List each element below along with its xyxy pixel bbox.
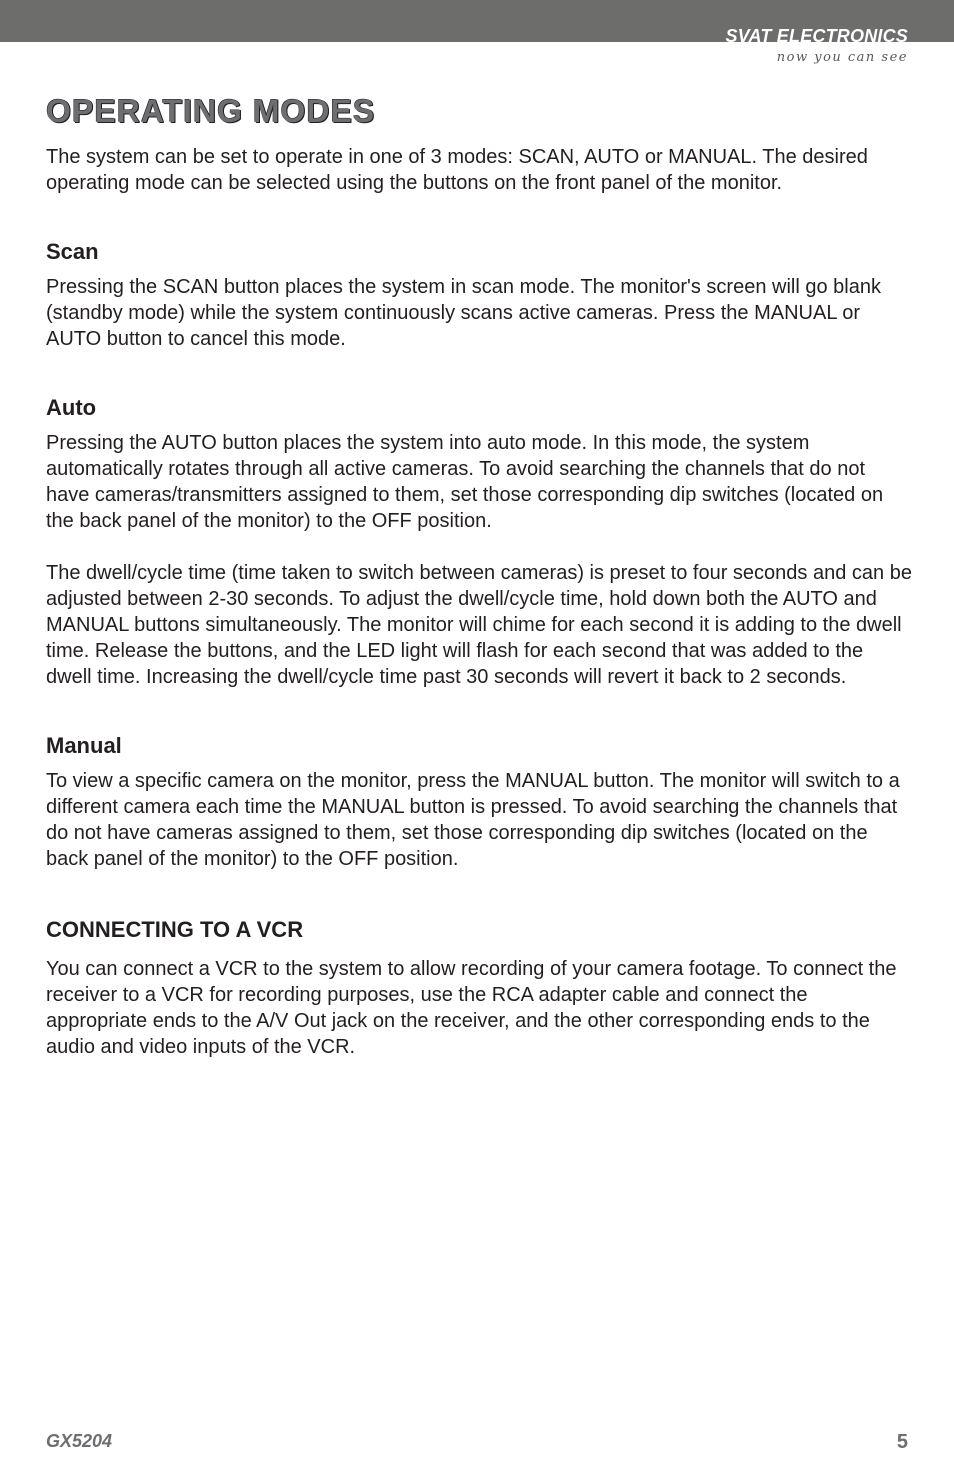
intro-paragraph: The system can be set to operate in one of 3 modes: SCAN, AUTO or MANUAL. The desired operating mode can be selected using the buttons on the front panel of the monitor. (46, 146, 868, 194)
page-number: 5 (896, 1431, 908, 1453)
section-heading-scan: Scan (46, 239, 99, 264)
section-heading-auto: Auto (46, 395, 97, 420)
brand-tagline: now you can see (776, 50, 908, 65)
footer-model: GX5204 (46, 1431, 113, 1451)
page-title: OPERATING MODES (46, 93, 376, 129)
vcr-body: You can connect a VCR to the system to allow recording of your camera footage. To connect the receiver to a VCR for recording purposes, use the RCA adapter cable and connect the appropriate ends to the A/V Out jack on the receiver, and the other corresponding ends to the audio and video inputs of the VCR. (46, 958, 897, 1058)
brand-name: SVAT ELECTRONICS (725, 26, 908, 46)
page-content (46, 90, 912, 1060)
section-body-auto-dwell: The dwell/cycle time (time taken to switch between cameras) is preset to four seconds and can be adjusted between 2-30 seconds. To adjust the dwell/cycle time, hold down both the AUTO and MANUAL buttons simultaneously. The monitor will chime for each second it is adding to the dwell time. Release the buttons, and the LED light will flash for each second that was added to the dwell time. Increasing the dwell/cycle time past 30 seconds will revert it back to 2 seconds. (46, 562, 912, 688)
vcr-heading: CONNECTING TO A VCR (46, 917, 304, 942)
section-body-auto: Pressing the AUTO button places the system into auto mode. In this mode, the system automatically rotates through all active cameras. To avoid searching the channels that do not have cameras/transmitters assigned to them, set those corresponding dip switches (located on the back panel of the monitor) to the OFF position. (46, 432, 884, 532)
section-heading-manual: Manual (46, 733, 122, 758)
section-body-manual: To view a specific camera on the monitor, press the MANUAL button. The monitor will switch to a different camera each time the MANUAL button is pressed. To avoid searching the channels that do not have cameras assigned to them, set those corresponding dip switches (located on the back panel of the monitor) to the OFF position. (46, 770, 900, 870)
section-body-scan: Pressing the SCAN button places the system in scan mode. The monitor's screen will go blank (standby mode) while the system continuously scans active cameras. Press the MANUAL or AUTO button to cancel this mode. (46, 276, 881, 350)
